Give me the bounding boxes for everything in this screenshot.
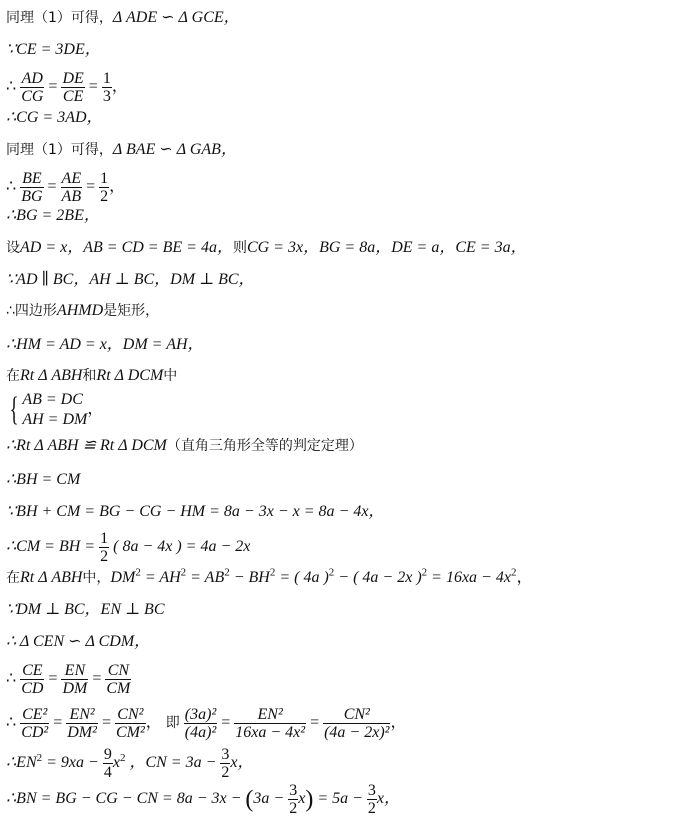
text: 在 <box>6 570 20 586</box>
fraction <box>103 746 113 781</box>
math: = 16xa − 4x <box>431 569 511 586</box>
math: Rt Δ ABH <box>20 569 83 586</box>
denominator: DM² <box>67 724 97 741</box>
exponent: 2 <box>135 566 141 579</box>
numerator: DE <box>62 70 84 87</box>
line-4 <box>6 108 103 128</box>
text: 设 <box>6 240 20 256</box>
numerator: AD <box>21 70 43 87</box>
fraction <box>61 662 88 697</box>
line-8 <box>6 238 527 258</box>
math: − ( 4a − 2x ) <box>338 569 422 586</box>
math: ∵CE = 3DE， <box>6 41 101 58</box>
equals: = <box>310 714 320 732</box>
exponent: 2 <box>36 751 43 764</box>
equals: = <box>47 178 57 196</box>
numerator: EN² <box>66 706 98 724</box>
line-23 <box>6 746 254 781</box>
fraction <box>99 170 109 205</box>
exponent: 2 <box>269 566 276 579</box>
math: Δ BAE ∽ Δ GAB， <box>112 141 237 158</box>
equation: AB = DC <box>22 391 83 408</box>
math: = AB <box>190 569 225 586</box>
math: ∴HM = AD = x，DM = AH， <box>6 336 204 353</box>
fraction <box>20 170 43 205</box>
fraction <box>323 706 390 741</box>
math: ∴CM = BH = <box>6 538 96 556</box>
math: = 5a − <box>317 790 363 808</box>
text: 即 <box>165 715 180 732</box>
numerator: 1 <box>100 530 109 547</box>
line-12 <box>6 366 177 386</box>
fraction <box>234 706 306 741</box>
math: ∴BH = CM <box>6 471 81 488</box>
denominator: 16xa − 4x² <box>235 724 306 741</box>
therefore-symbol: ∴ <box>6 78 17 96</box>
exponent: 2 <box>421 566 428 579</box>
math: ∴EN <box>6 754 37 772</box>
equals: = <box>48 78 58 96</box>
math: AD = x，AB = CD = BE = 4a， <box>20 239 233 256</box>
denominator: DM <box>62 680 88 697</box>
text: 中， <box>82 570 111 586</box>
denominator: CG <box>21 88 44 105</box>
line-14 <box>6 436 363 456</box>
equals: = <box>101 714 111 732</box>
denominator: AB <box>61 188 82 205</box>
equation: AH = DM <box>22 411 88 428</box>
math: ∴BN = BG − CG − CN = 8a − 3x − <box>6 790 242 808</box>
denominator: 2 <box>100 188 109 205</box>
fraction <box>102 70 112 105</box>
punct: ， <box>109 178 126 196</box>
exponent: 2 <box>510 566 517 579</box>
line-9 <box>6 270 255 290</box>
paren: ( <box>245 786 254 813</box>
brace: { <box>9 391 19 428</box>
math: 3a − <box>253 790 285 808</box>
math: − BH <box>233 569 270 586</box>
numerator: 1 <box>100 170 109 187</box>
math: x <box>298 790 306 808</box>
text: 是矩形， <box>103 303 160 319</box>
math: ∵AD ∥ BC，AH ⊥ BC，DM ⊥ BC， <box>6 271 255 288</box>
punct: ， <box>390 714 407 732</box>
numerator: BE <box>22 170 42 187</box>
fraction <box>66 706 98 741</box>
fraction <box>105 662 131 697</box>
fraction <box>61 170 83 205</box>
fraction <box>220 746 230 781</box>
math: = ( 4a ) <box>279 569 329 586</box>
math: AHMD <box>56 302 104 319</box>
text: 则 <box>232 240 247 256</box>
numerator: CN² <box>323 706 390 724</box>
fraction <box>99 530 109 565</box>
fraction <box>115 706 146 741</box>
line-19 <box>6 600 165 620</box>
line-13 <box>6 390 103 430</box>
line-3 <box>6 70 128 105</box>
numerator: 3 <box>367 782 376 799</box>
fraction <box>288 782 298 817</box>
text: 中 <box>163 368 178 384</box>
math: Rt Δ DCM <box>96 367 164 384</box>
fraction <box>20 70 44 105</box>
denominator: 2 <box>289 800 298 817</box>
fraction <box>367 782 377 817</box>
fraction <box>20 706 49 741</box>
exponent: 2 <box>119 751 126 764</box>
paren: ) <box>305 786 314 813</box>
denominator: CM <box>106 680 131 697</box>
punct: ， <box>87 400 104 418</box>
math: Rt Δ ABH <box>20 367 83 384</box>
math: DM <box>110 569 136 586</box>
denominator: 2 <box>367 800 376 817</box>
numerator: EN <box>61 662 88 680</box>
therefore-symbol: ∴ <box>6 178 17 196</box>
punct: ， <box>145 714 162 732</box>
line-1 <box>6 8 240 28</box>
denominator: (4a)² <box>184 724 217 741</box>
punct: ， <box>111 78 128 96</box>
math: ∵BH + CM = BG − CG − HM = 8a − 3x − x = 8a − 4x， <box>6 503 385 520</box>
numerator: CN <box>105 662 131 680</box>
fraction <box>20 662 44 697</box>
numerator: EN² <box>234 706 306 724</box>
exponent: 2 <box>328 566 335 579</box>
line-11 <box>6 335 204 355</box>
text: （直角三角形全等的判定定理） <box>166 438 363 454</box>
math: ，CN = 3a − <box>129 754 217 772</box>
equals: = <box>48 670 58 688</box>
math: CG = 3x，BG = 8a，DE = a，CE = 3a， <box>246 239 527 256</box>
numerator: 1 <box>102 70 111 87</box>
numerator: (3a)² <box>184 706 217 723</box>
denominator: 3 <box>102 88 111 105</box>
numerator: AE <box>61 170 82 187</box>
line-2 <box>6 40 101 60</box>
line-20 <box>6 632 150 652</box>
math: ∵DM ⊥ BC，EN ⊥ BC <box>6 601 165 618</box>
text: 同理（1）可得， <box>6 10 113 26</box>
math: x <box>112 754 120 772</box>
denominator: CD² <box>21 724 49 741</box>
fraction <box>184 706 217 741</box>
numerator: CN² <box>115 706 146 724</box>
numerator: CE <box>22 662 43 679</box>
equals: = <box>53 714 63 732</box>
numerator: CE² <box>22 706 48 723</box>
text: 同理（1）可得， <box>6 142 113 158</box>
math: ∴BG = 2BE， <box>6 207 100 224</box>
line-18 <box>6 568 532 588</box>
text: 在 <box>6 368 20 384</box>
denominator: 2 <box>100 548 109 565</box>
equals: = <box>88 78 98 96</box>
line-16 <box>6 502 384 522</box>
line-10 <box>6 301 159 321</box>
line-22 <box>6 706 406 741</box>
denominator: CE <box>62 88 84 105</box>
line-6 <box>6 170 125 205</box>
line-5 <box>6 140 237 160</box>
math: ( 8a − 4x ) = 4a − 2x <box>113 538 251 556</box>
text: ∴四边形 <box>6 303 57 319</box>
denominator: BG <box>21 188 43 205</box>
numerator: 3 <box>289 782 298 799</box>
numerator: 9 <box>103 746 112 763</box>
equals: = <box>221 714 231 732</box>
exponent: 2 <box>180 566 187 579</box>
denominator: 2 <box>221 764 230 781</box>
text: 和 <box>82 368 97 384</box>
line-24 <box>6 782 400 817</box>
therefore-symbol: ∴ <box>6 670 17 688</box>
line-21 <box>6 662 131 697</box>
fraction <box>61 70 84 105</box>
denominator: CM² <box>115 724 145 741</box>
math: x， <box>230 754 254 772</box>
math: = 9xa − <box>46 754 99 772</box>
equation-system <box>22 390 87 430</box>
therefore-symbol: ∴ <box>6 714 17 732</box>
line-17 <box>6 530 250 565</box>
line-7 <box>6 206 100 226</box>
math: ∴ Δ CEN ∽ Δ CDM， <box>6 633 151 650</box>
math: = AH <box>144 569 181 586</box>
math: Δ ADE ∽ Δ GCE， <box>112 9 240 26</box>
punct: ， <box>516 569 533 586</box>
exponent: 2 <box>224 566 230 579</box>
math: ∴CG = 3AD， <box>6 109 103 126</box>
math: x， <box>376 790 401 808</box>
math: ∴Rt Δ ABH ≌ Rt Δ DCM <box>6 437 167 454</box>
numerator: 3 <box>221 746 230 763</box>
line-15 <box>6 470 80 490</box>
denominator: 4 <box>103 764 112 781</box>
denominator: (4a − 2x)² <box>324 724 390 741</box>
denominator: CD <box>21 680 44 697</box>
equals: = <box>92 670 102 688</box>
equals: = <box>86 178 96 196</box>
